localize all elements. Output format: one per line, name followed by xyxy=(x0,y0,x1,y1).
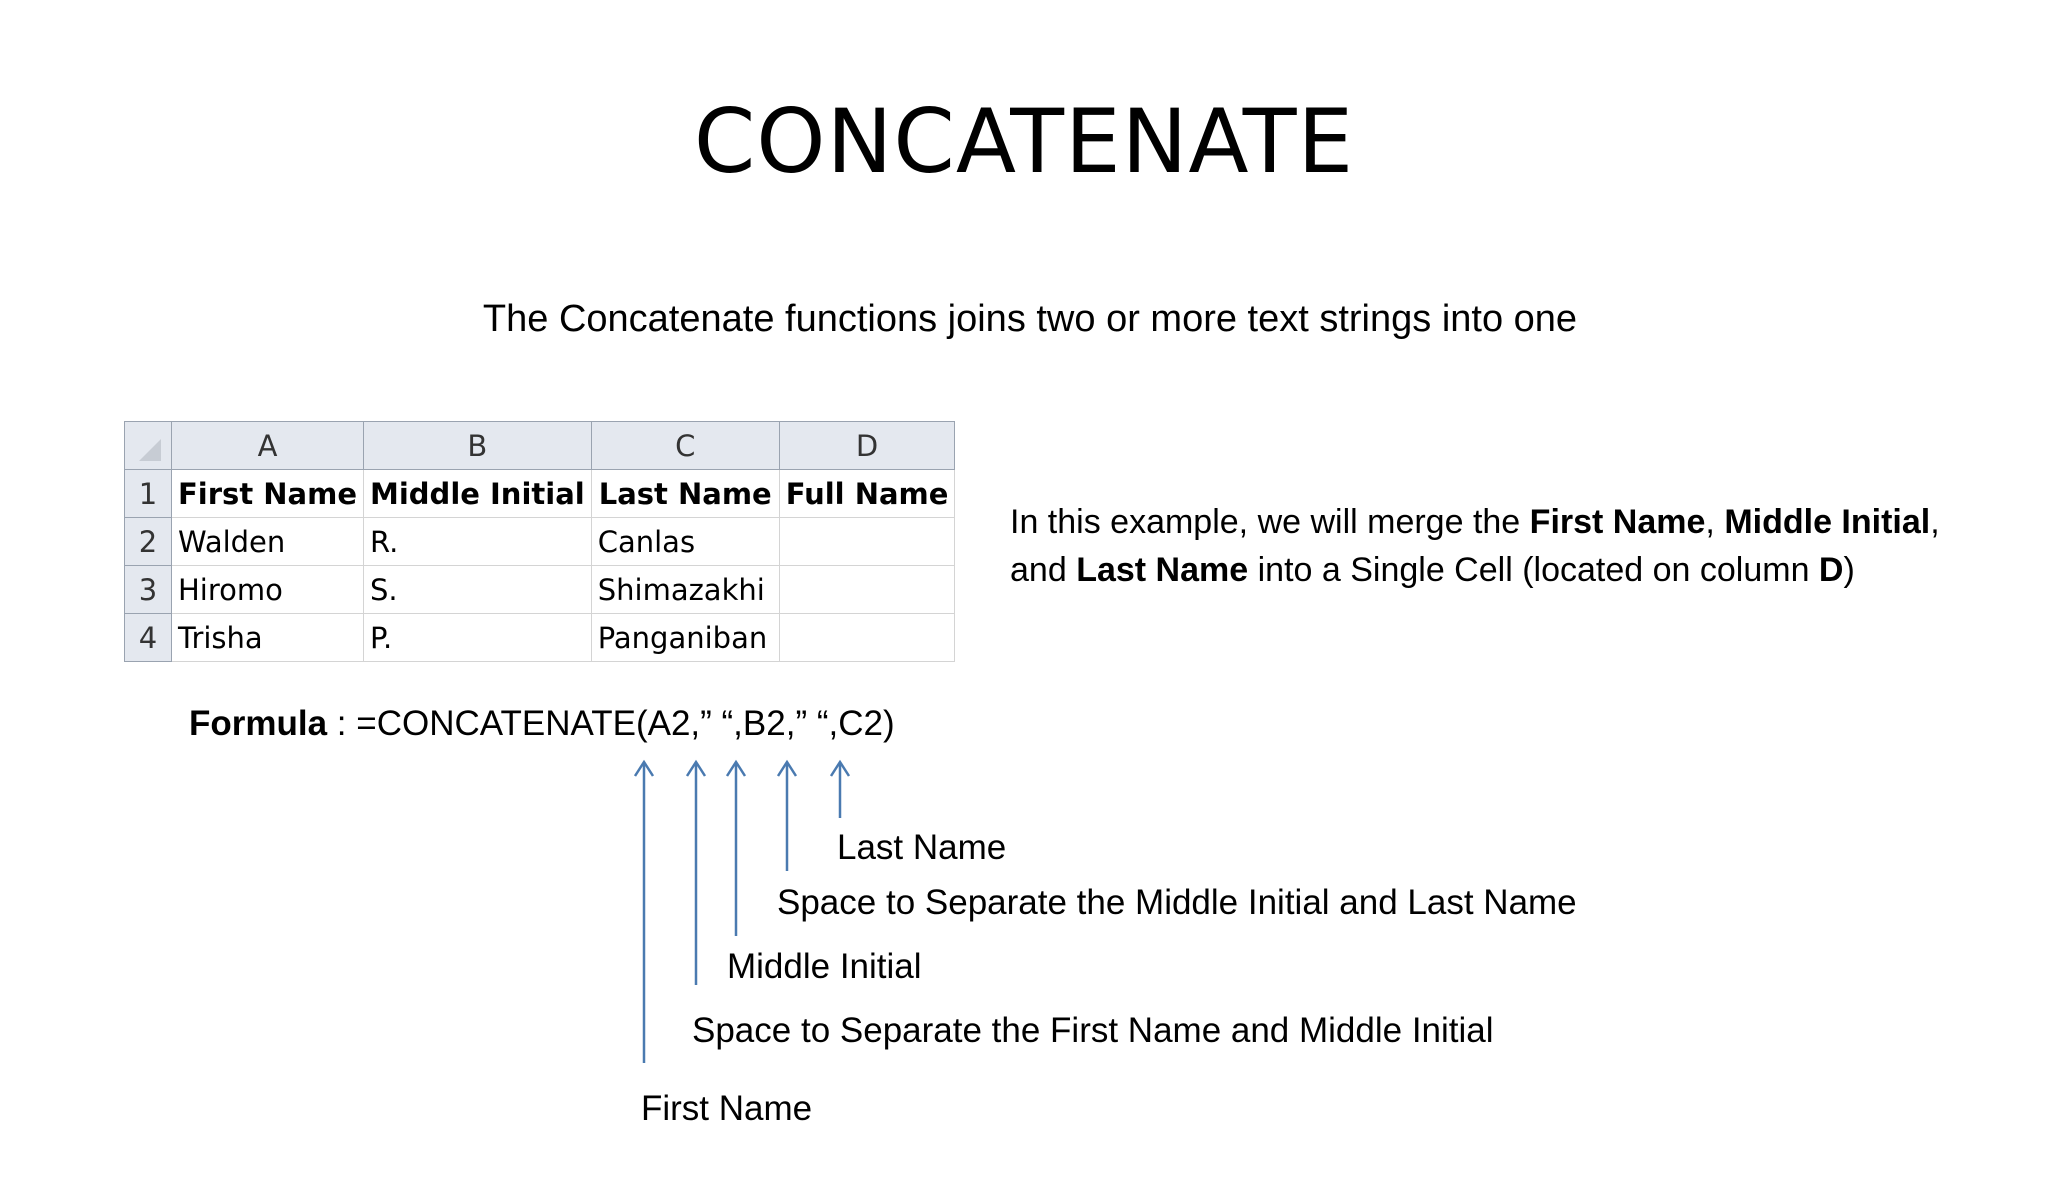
cell-c4: Panganiban xyxy=(591,614,779,662)
explain-bold-first-name: First Name xyxy=(1529,503,1706,541)
row-number: 3 xyxy=(125,566,172,614)
label-first-name: First Name xyxy=(641,1089,813,1128)
row-number: 4 xyxy=(125,614,172,662)
explain-bold-column: D xyxy=(1818,551,1844,589)
slide-subtitle: The Concatenate functions joins two or more text strings into one xyxy=(482,298,1578,340)
column-header-c: C xyxy=(591,422,779,470)
explain-text: ) xyxy=(1843,551,1855,589)
slide-title: CONCATENATE xyxy=(693,90,1355,193)
arrow-space-2 xyxy=(778,762,796,871)
cell-b4: P. xyxy=(364,614,592,662)
cell-a1: First Name xyxy=(172,470,364,518)
row-number: 2 xyxy=(125,518,172,566)
cell-a4: Trisha xyxy=(172,614,364,662)
explain-text: , xyxy=(1930,503,1940,541)
arrow-space-1 xyxy=(687,762,705,985)
column-header-a: A xyxy=(172,422,364,470)
label-middle-initial: Middle Initial xyxy=(727,947,922,986)
cell-a3: Hiromo xyxy=(172,566,364,614)
explain-text: into a Single Cell (located on column xyxy=(1248,551,1819,589)
label-last-name: Last Name xyxy=(837,828,1007,867)
cell-d1: Full Name xyxy=(779,470,955,518)
column-header-b: B xyxy=(364,422,592,470)
explain-bold-last-name: Last Name xyxy=(1076,551,1249,589)
cell-c1: Last Name xyxy=(591,470,779,518)
explain-text: , xyxy=(1705,503,1725,541)
arrow-last-name xyxy=(831,762,849,818)
explain-text: and xyxy=(1010,551,1077,589)
cell-a2: Walden xyxy=(172,518,364,566)
arrow-first-name xyxy=(635,762,653,1063)
cell-c3: Shimazakhi xyxy=(591,566,779,614)
label-space-first-middle: Space to Separate the First Name and Middle Initial xyxy=(692,1011,1494,1050)
explain-bold-middle-initial: Middle Initial xyxy=(1724,503,1931,541)
label-space-middle-last: Space to Separate the Middle Initial and Last Name xyxy=(777,883,1577,922)
formula-label: Formula xyxy=(189,704,328,743)
arrow-middle-initial xyxy=(727,762,745,936)
cell-b2: R. xyxy=(364,518,592,566)
cell-c2: Canlas xyxy=(591,518,779,566)
cell-b1: Middle Initial xyxy=(364,470,592,518)
explain-text: In this example, we will merge the xyxy=(1010,503,1530,541)
cell-b3: S. xyxy=(364,566,592,614)
row-number: 1 xyxy=(125,470,172,518)
column-header-d: D xyxy=(779,422,955,470)
formula-text: : =CONCATENATE(A2,” “,B2,” “,C2) xyxy=(327,704,895,743)
